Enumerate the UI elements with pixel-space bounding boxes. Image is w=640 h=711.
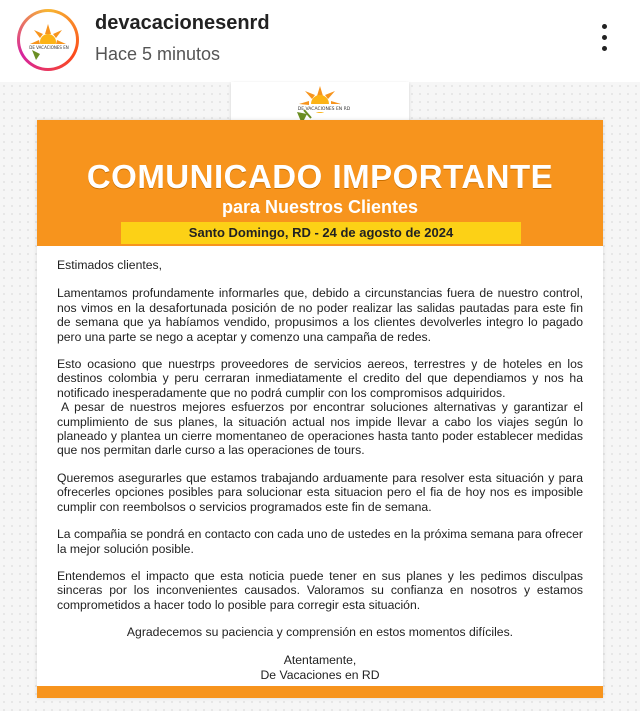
avatar[interactable] bbox=[17, 9, 79, 71]
more-options-button[interactable] bbox=[596, 24, 612, 54]
paragraph: Entendemos el impacto que esta noticia puede tener en sus planes y les pedimos disculpas sinceras por los inconvenientes causados. Valoramos su confianza en nosotros y estamos comprometidos a hacer todo lo posible para corregir esta situación. bbox=[57, 568, 583, 612]
signoff: Atentamente, bbox=[283, 652, 357, 667]
paragraph: Queremos asegurarles que estamos trabajando arduamente para resolver esta situación y para ofrecerles opciones posibles para solucionar esta situacion pero el fia de hoy nos es imposible cumplir con reembolsos o servicios programados este fin de semana. bbox=[57, 470, 583, 514]
announcement-title: COMUNICADO IMPORTANTE bbox=[86, 158, 554, 195]
sun-logo-icon bbox=[26, 20, 70, 64]
paragraph: Esto ocasiono que nuestrps proveedores de servicios aereos, terrestres y de hoteles en los destinos colombia y peru cerraran inmediatamente el credito del que dependiamos y nos ha notificado inesperadamente que no podrá cumplir con los compromisos adquiridos. bbox=[57, 357, 583, 400]
svg-text:DE VACACIONES EN: DE VACACIONES EN bbox=[29, 45, 69, 50]
post-timestamp: Hace 5 minutos bbox=[95, 44, 221, 64]
closing bbox=[57, 653, 583, 683]
paragraph: Lamentamos profundamente informarles que, debido a circunstancias fuera de nuestro control, nos vimos en la desafortunada posición de no poder realizar las salidas pautadas para este fin de semana que ya habíamos vendido, propusimos a los clientes devolverles integro lo pagado pero una parte se nego a aceptar y comenzo una campaña de redes. bbox=[57, 286, 583, 344]
paragraph: A pesar de nuestros mejores esfuerzos por encontrar soluciones alternativas y garantizar el cumplimiento de sus planes, la situación actual nos impide llevar a cabo los viajes según lo planeado y plantea un cierre momentaneo de operaciones hasta tanto poder establecer medidas que nos permitan darle curso a las operaciones de tours. bbox=[57, 400, 583, 458]
signature: De Vacaciones en RD bbox=[260, 667, 380, 682]
announcement-card bbox=[37, 120, 603, 698]
greeting: Estimados clientes, bbox=[57, 258, 162, 272]
more-vertical-icon bbox=[602, 35, 607, 40]
announcement-subtitle: para Nuestros Clientes bbox=[221, 197, 419, 217]
post-image[interactable] bbox=[0, 82, 640, 711]
post-header bbox=[0, 0, 640, 82]
logo-wordmark: DE VACACIONES EN RD bbox=[297, 107, 351, 112]
thanks-line: Agradecemos su paciencia y comprensión en estos momentos difíciles. bbox=[126, 625, 514, 640]
avatar-inner bbox=[20, 12, 76, 68]
more-vertical-icon bbox=[602, 24, 607, 29]
announcement-body bbox=[57, 258, 583, 683]
more-vertical-icon bbox=[602, 46, 607, 51]
dateline: Santo Domingo, RD - 24 de agosto de 2024 bbox=[121, 222, 521, 244]
paragraph: La compañia se pondrá en contacto con cada uno de ustedes en la próxima semana para ofrecer la mejor solución posible. bbox=[57, 527, 583, 556]
header-band bbox=[37, 120, 603, 246]
footer-band bbox=[37, 686, 603, 698]
username[interactable]: devacacionesenrd bbox=[95, 12, 270, 34]
